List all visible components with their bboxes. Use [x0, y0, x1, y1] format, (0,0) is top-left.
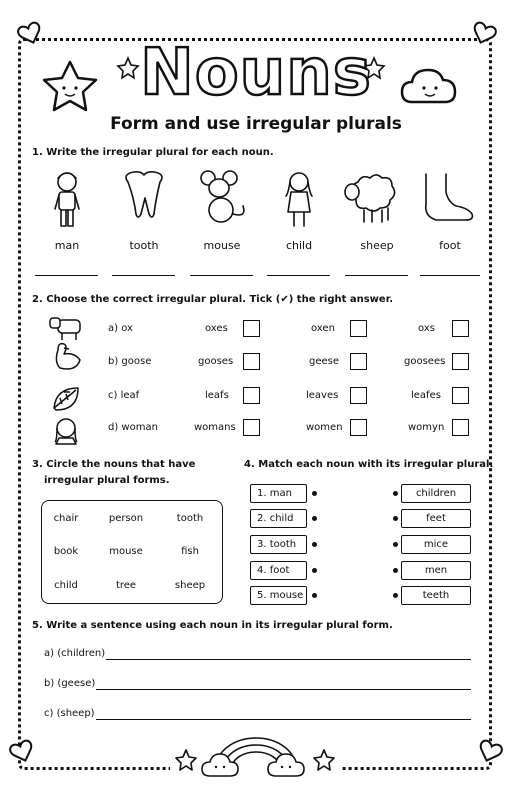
tick-box[interactable]	[243, 387, 260, 404]
match-noun[interactable]: 5. mouse	[250, 586, 307, 605]
option-label: oxen	[311, 323, 335, 334]
match-plural[interactable]: feet	[401, 509, 471, 528]
circle-word[interactable]: child	[54, 580, 78, 591]
match-dot[interactable]	[393, 491, 398, 496]
tick-box[interactable]	[452, 419, 469, 436]
tooth-icon	[126, 172, 162, 217]
answer-line[interactable]	[267, 275, 330, 276]
ox-icon	[50, 318, 80, 340]
tick-box[interactable]	[243, 419, 260, 436]
option-label: oxs	[418, 323, 435, 334]
match-dot[interactable]	[312, 593, 317, 598]
match-dot[interactable]	[312, 491, 317, 496]
answer-line[interactable]	[420, 275, 480, 276]
tick-box[interactable]	[350, 353, 367, 370]
tick-box[interactable]	[350, 320, 367, 337]
mouse-icon	[201, 171, 244, 222]
page-title: Nouns	[140, 36, 372, 110]
match-noun[interactable]: 2. child	[250, 509, 307, 528]
answer-line[interactable]	[190, 275, 253, 276]
match-dot[interactable]	[312, 568, 317, 573]
match-dot[interactable]	[393, 568, 398, 573]
question-3-line1: 3. Circle the nouns that have	[32, 459, 196, 470]
match-dot[interactable]	[393, 542, 398, 547]
option-label: leafes	[411, 390, 441, 401]
noun-word: tooth	[129, 239, 159, 252]
match-plural[interactable]: children	[401, 484, 471, 503]
circle-word[interactable]: tree	[115, 580, 137, 591]
footer-decorations	[0, 730, 512, 790]
answer-line[interactable]	[35, 275, 98, 276]
sentence-prompt: c) (sheep)	[44, 708, 95, 719]
sheep-icon	[345, 175, 395, 222]
match-noun[interactable]: 3. tooth	[250, 535, 307, 554]
circle-word[interactable]: fish	[181, 546, 199, 557]
sentence-line[interactable]	[106, 659, 471, 660]
option-label: oxes	[205, 323, 228, 334]
match-dot[interactable]	[312, 542, 317, 547]
tick-box[interactable]	[452, 320, 469, 337]
noun-word: sheep	[360, 239, 394, 252]
match-noun[interactable]: 4. foot	[250, 561, 307, 580]
sentence-line[interactable]	[96, 689, 471, 690]
circle-word[interactable]: chair	[53, 513, 79, 524]
option-label: gooses	[198, 356, 234, 367]
child-icon	[286, 173, 312, 226]
option-label: geese	[309, 356, 340, 367]
question-2: 2. Choose the correct irregular plural. Tick (✔) the right answer.	[32, 294, 393, 305]
woman-icon	[55, 419, 77, 444]
option-label: goosees	[404, 356, 446, 367]
match-dot[interactable]	[393, 593, 398, 598]
tick-box[interactable]	[350, 387, 367, 404]
tick-box[interactable]	[452, 387, 469, 404]
question-4: 4. Match each noun with its irregular plural.	[244, 459, 494, 470]
match-plural[interactable]: mice	[401, 535, 471, 554]
row-label: d) woman	[108, 422, 158, 433]
sentence-prompt: a) (children)	[44, 648, 106, 659]
match-plural[interactable]: teeth	[401, 586, 471, 605]
row-label: c) leaf	[108, 390, 140, 401]
circle-word[interactable]: mouse	[109, 546, 143, 557]
row-label: a) ox	[108, 323, 133, 334]
noun-word: mouse	[203, 239, 241, 252]
leaf-icon	[54, 388, 78, 410]
goose-icon	[56, 344, 80, 369]
sentence-line[interactable]	[96, 719, 471, 720]
question-3-line2: irregular plural forms.	[44, 475, 170, 486]
match-noun[interactable]: 1. man	[250, 484, 307, 503]
option-label: women	[306, 422, 343, 433]
circle-word[interactable]: tooth	[176, 513, 204, 524]
noun-word: foot	[439, 239, 461, 252]
sentence-prompt: b) (geese)	[44, 678, 96, 689]
question-5: 5. Write a sentence using each noun in its irregular plural form.	[32, 620, 393, 631]
match-plural[interactable]: men	[401, 561, 471, 580]
question-1: 1. Write the irregular plural for each noun.	[32, 147, 274, 158]
noun-word: man	[54, 239, 80, 252]
option-label: leafs	[205, 390, 229, 401]
tick-box[interactable]	[452, 353, 469, 370]
option-label: womyn	[408, 422, 445, 433]
circle-word[interactable]: person	[108, 513, 144, 524]
section1-pictures	[0, 168, 512, 238]
answer-line[interactable]	[345, 275, 408, 276]
man-icon	[55, 173, 79, 226]
page-subtitle: Form and use irregular plurals	[110, 114, 402, 134]
row-label: b) goose	[108, 356, 152, 367]
match-dot[interactable]	[312, 516, 317, 521]
answer-line[interactable]	[112, 275, 175, 276]
option-label: womans	[194, 422, 236, 433]
tick-box[interactable]	[243, 320, 260, 337]
circle-word[interactable]: sheep	[174, 580, 206, 591]
foot-icon	[426, 174, 473, 220]
option-label: leaves	[306, 390, 339, 401]
tick-box[interactable]	[243, 353, 260, 370]
circle-word[interactable]: book	[53, 546, 79, 557]
noun-word: child	[285, 239, 313, 252]
match-dot[interactable]	[393, 516, 398, 521]
tick-box[interactable]	[350, 419, 367, 436]
